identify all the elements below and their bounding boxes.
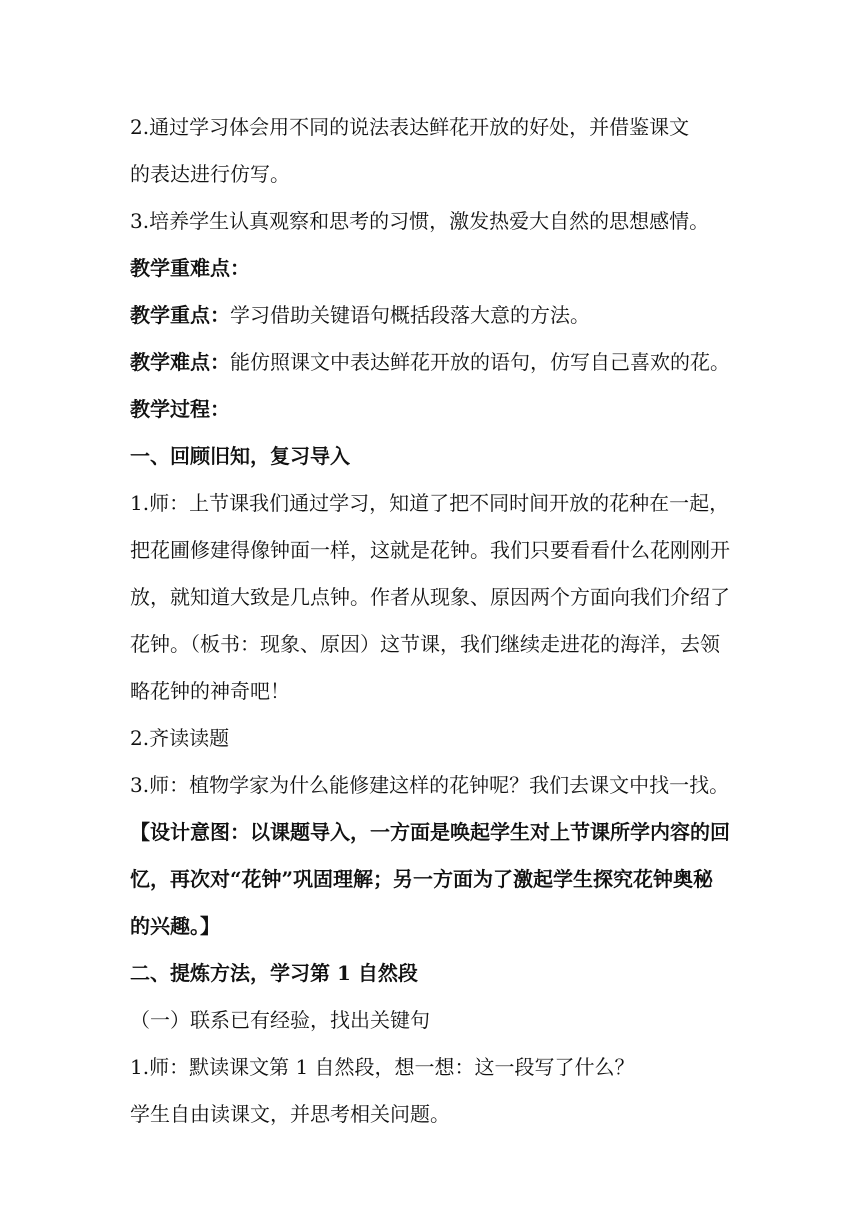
section-2-title: 二、提炼方法，学习第 1 自然段: [130, 961, 418, 985]
teaching-difficulty-text: 能仿照课文中表达鲜花开放的语句，仿写自己喜欢的花。: [230, 350, 730, 374]
objective-2-line-2: 的表达进行仿写。: [130, 162, 290, 186]
teaching-focus-label: 教学重点：: [130, 303, 230, 327]
section-1-title: 一、回顾旧知，复习导入: [130, 444, 350, 468]
subsection-1-title: （一）联系已有经验，找出关键句: [130, 1008, 430, 1032]
s1-item1-line: 1.师：上节课我们通过学习，知道了把不同时间开放的花种在一起，: [130, 491, 730, 515]
key-points-heading: 教学重难点：: [130, 256, 250, 280]
s2-student-activity: 学生自由读课文，并思考相关问题。: [130, 1102, 450, 1126]
s1-item3: 3.师：植物学家为什么能修建这样的花钟呢？我们去课文中找一找。: [130, 773, 730, 797]
teaching-difficulty: [130, 342, 740, 382]
design-intent-line: 【设计意图：以课题导入，一方面是唤起学生对上节课所学内容的回: [130, 820, 730, 844]
objective-3: 3.培养学生认真观察和思考的习惯，激发热爱大自然的思想感情。: [130, 209, 710, 233]
design-intent-line: 的兴趣。】: [130, 914, 220, 938]
teaching-focus: [130, 295, 740, 335]
design-intent-line: 忆，再次对“花钟”巩固理解；另一方面为了激起学生探究花钟奥秘: [130, 867, 714, 891]
s1-item1-line: 花钟。（板书：现象、原因）这节课，我们继续走进花的海洋，去领: [130, 632, 720, 656]
teaching-difficulty-label: 教学难点：: [130, 350, 230, 374]
s2-item1: 1.师：默读课文第 1 自然段，想一想：这一段写了什么？: [130, 1055, 635, 1079]
s1-item2: 2.齐读读题: [130, 726, 230, 750]
s1-item1-line: 略花钟的神奇吧！: [130, 679, 290, 703]
s1-item1-line: 放，就知道大致是几点钟。作者从现象、原因两个方面向我们介绍了: [130, 585, 730, 609]
process-heading: 教学过程：: [130, 397, 230, 421]
s1-item1-line: 把花圃修建得像钟面一样，这就是花钟。我们只要看看什么花刚刚开: [130, 538, 730, 562]
teaching-focus-text: 学习借助关键语句概括段落大意的方法。: [230, 303, 590, 327]
objective-2-line-1: 2.通过学习体会用不同的说法表达鲜花开放的好处，并借鉴课文: [130, 115, 690, 139]
